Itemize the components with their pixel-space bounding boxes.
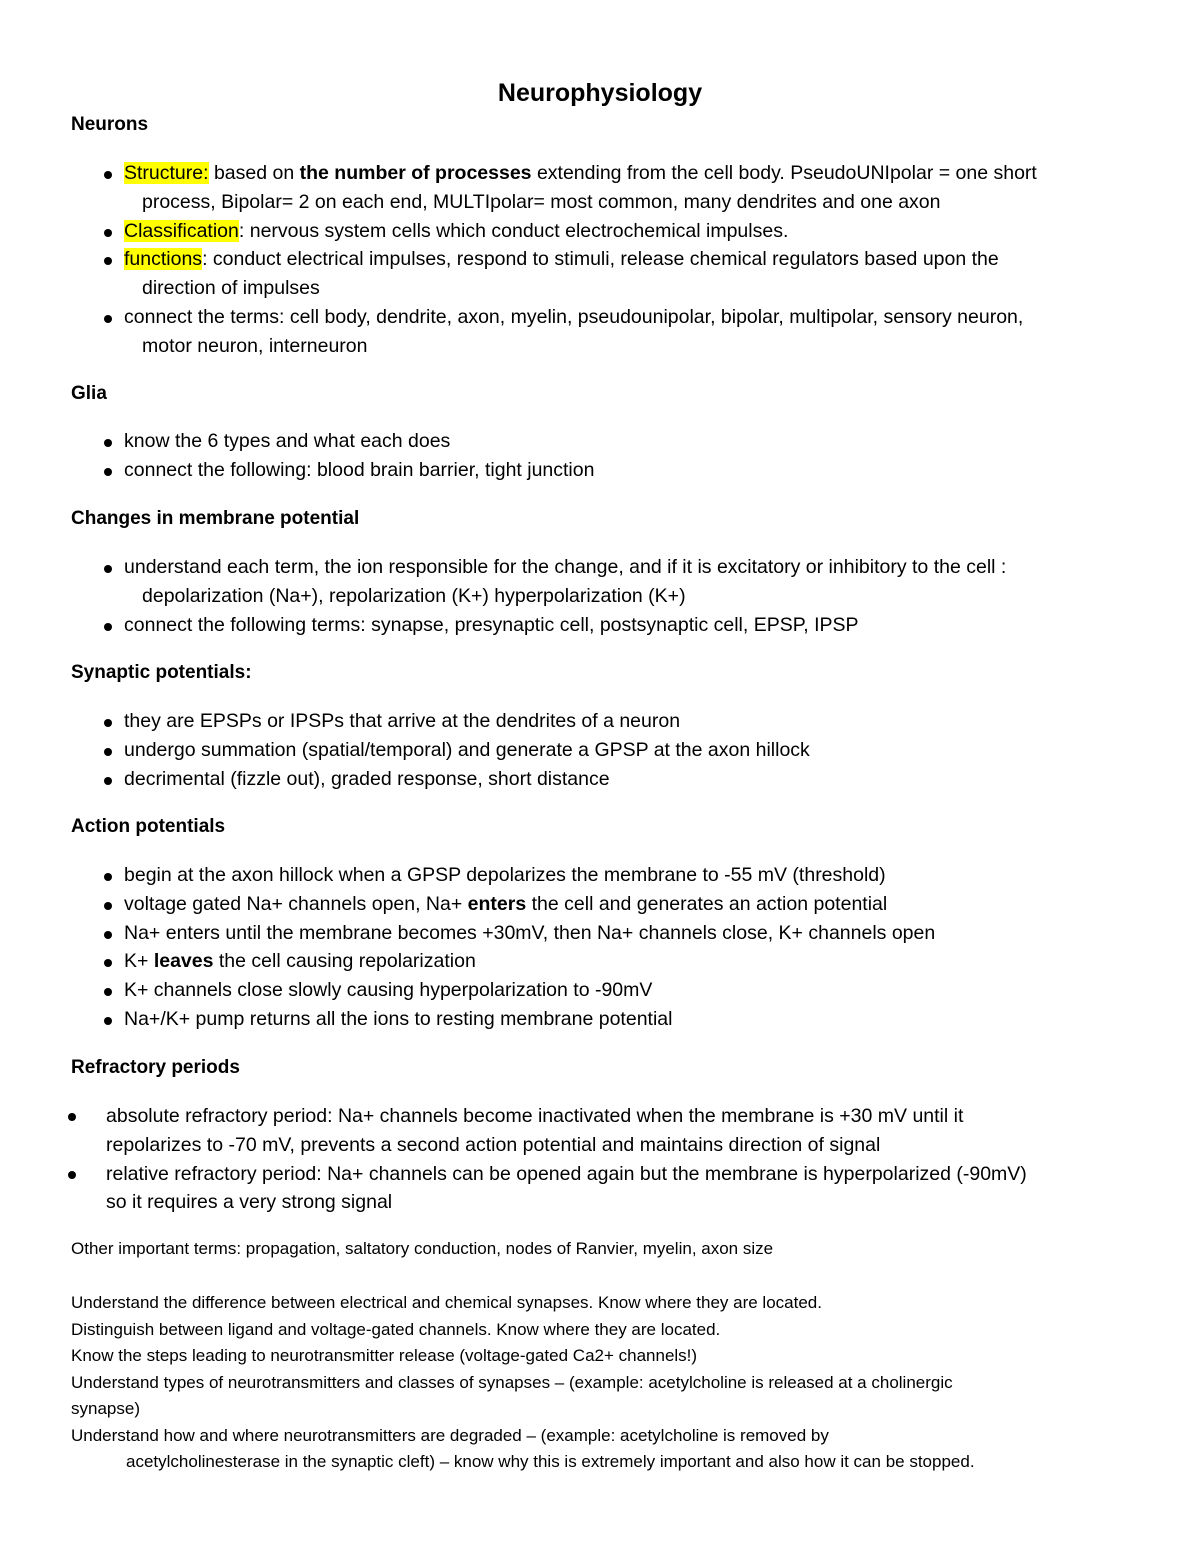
paragraph-line: Understand how and where neurotransmitters are degraded – (example: acetylcholine is removed by [71, 1425, 829, 1445]
item-text: Na+/K+ pump returns all the ions to resting membrane potential [124, 1007, 673, 1030]
bullet-icon [68, 1113, 76, 1121]
paragraph-line: synapse) [71, 1399, 140, 1418]
page-title: Neurophysiology [497, 79, 703, 107]
bullet-icon [104, 623, 112, 631]
list-item [0, 1160, 1200, 1218]
item-text: : conduct electrical impulses, respond to stimuli, release chemical regulators based upon the [202, 248, 999, 271]
neurons-list [0, 159, 1200, 361]
item-text: relative refractory period: Na+ channels can be opened again but the membrane is hyperpolarized (-90mV) [106, 1162, 1027, 1185]
bullet-icon [104, 873, 112, 881]
bullet-icon [104, 902, 112, 910]
bullet-icon [104, 959, 112, 967]
bullet-icon [104, 439, 112, 447]
highlighted-term: Structure: [124, 162, 209, 184]
list-item [0, 1005, 1200, 1034]
bullet-icon [104, 315, 112, 323]
list-item [0, 919, 1200, 948]
list-item [0, 736, 1200, 765]
bullet-icon [104, 777, 112, 785]
bold-text: enters [467, 892, 527, 915]
list-item [0, 611, 1200, 640]
list-item [0, 303, 1200, 361]
highlighted-term: Classification [124, 219, 239, 242]
item-text: they are EPSPs or IPSPs that arrive at the dendrites of a neuron [124, 710, 681, 732]
list-item [0, 159, 1200, 217]
glia-list [0, 427, 1200, 485]
bullet-icon [104, 988, 112, 996]
bullet-icon [104, 257, 112, 265]
item-continuation: depolarization (Na+), repolarization (K+) hyperpolarization (K+) [142, 584, 686, 607]
item-text: the cell and generates an action potential [526, 892, 888, 915]
action-list [0, 861, 1200, 1034]
item-text: understand each term, the ion responsible for the change, and if it is excitatory or inhibitory to the cell : [124, 556, 1007, 578]
paragraph-line: Distinguish between ligand and voltage-gated channels. Know where they are located. [71, 1319, 721, 1339]
synaptic-list [0, 707, 1200, 793]
bullet-icon [104, 171, 112, 179]
paragraph-line: acetylcholinesterase in the synaptic cleft) – know why this is extremely important and also how it can be stopped. [126, 1452, 975, 1471]
item-text: : nervous system cells which conduct electrochemical impulses. [238, 219, 789, 242]
list-item [0, 553, 1200, 611]
highlighted-term: functions [124, 248, 203, 271]
bullet-icon [104, 748, 112, 756]
item-text: decrimental (fizzle out), graded response, short distance [124, 767, 610, 790]
item-text: begin at the axon hillock when a GPSP depolarizes the membrane to -55 mV (threshold) [124, 864, 886, 886]
paragraph-line: Understand the difference between electrical and chemical synapses. Know where they are located. [71, 1293, 822, 1312]
bullet-icon [68, 1171, 76, 1179]
item-text: know the 6 types and what each does [124, 430, 451, 452]
list-item [0, 861, 1200, 890]
item-text: connect the following: blood brain barrier, tight junction [124, 458, 595, 481]
bullet-icon [104, 468, 112, 476]
item-text: absolute refractory period: Na+ channels become inactivated when the membrane is +30 mV until it [106, 1105, 964, 1127]
list-item [0, 427, 1200, 456]
study-notes-paragraph [71, 1290, 1141, 1476]
section-heading-glia: Glia [71, 383, 107, 404]
item-text: K+ [124, 950, 154, 973]
bold-text: leaves [153, 950, 214, 973]
section-heading-refractory: Refractory periods [71, 1057, 240, 1078]
refractory-list [0, 1102, 1200, 1217]
item-continuation: so it requires a very strong signal [106, 1191, 393, 1214]
list-item [0, 707, 1200, 736]
list-item [0, 217, 1200, 246]
bullet-icon [104, 565, 112, 573]
bullet-icon [104, 931, 112, 939]
section-heading-membrane: Changes in membrane potential [71, 508, 360, 529]
paragraph-line: Know the steps leading to neurotransmitter release (voltage-gated Ca2+ channels!) [71, 1346, 698, 1365]
list-item [0, 890, 1200, 919]
item-text: connect the terms: cell body, dendrite, axon, myelin, pseudounipolar, bipolar, multipolar, sensory neuron, [124, 305, 1024, 328]
item-text: Na+ enters until the membrane becomes +30mV, then Na+ channels close, K+ channels open [124, 921, 936, 944]
item-continuation: process, Bipolar= 2 on each end, MULTIpolar= most common, many dendrites and one axon [142, 190, 941, 213]
list-item [0, 245, 1200, 303]
bullet-icon [104, 719, 112, 727]
list-item [0, 1102, 1200, 1160]
bold-text: the number of processes [299, 162, 532, 184]
section-heading-synaptic: Synaptic potentials: [71, 662, 252, 683]
item-continuation: repolarizes to -70 mV, prevents a second action potential and maintains direction of signal [106, 1133, 881, 1156]
item-text: extending from the cell body. PseudoUNIpolar = one short [531, 162, 1037, 184]
item-continuation: direction of impulses [142, 277, 320, 300]
list-item [0, 947, 1200, 976]
item-text: K+ channels close slowly causing hyperpolarization to -90mV [124, 979, 653, 1002]
list-item [0, 765, 1200, 794]
section-heading-neurons: Neurons [71, 114, 149, 135]
section-heading-action: Action potentials [71, 816, 226, 837]
bullet-icon [104, 229, 112, 237]
other-terms-paragraph [71, 1236, 1141, 1263]
paragraph-line: Understand types of neurotransmitters and classes of synapses – (example: acetylcholine is released at a cholinergic [71, 1372, 953, 1392]
item-text: undergo summation (spatial/temporal) and generate a GPSP at the axon hillock [124, 738, 810, 761]
membrane-list [0, 553, 1200, 639]
paragraph-line: Other important terms: propagation, saltatory conduction, nodes of Ranvier, myelin, axon size [71, 1239, 774, 1258]
bullet-icon [104, 1017, 112, 1025]
item-continuation: motor neuron, interneuron [142, 334, 368, 357]
item-text: voltage gated Na+ channels open, Na+ [124, 892, 468, 915]
item-text: the cell causing repolarization [213, 950, 476, 973]
list-item [0, 976, 1200, 1005]
list-item [0, 456, 1200, 485]
item-text: connect the following terms: synapse, presynaptic cell, postsynaptic cell, EPSP, IPSP [124, 613, 859, 636]
item-text: based on [208, 162, 300, 184]
